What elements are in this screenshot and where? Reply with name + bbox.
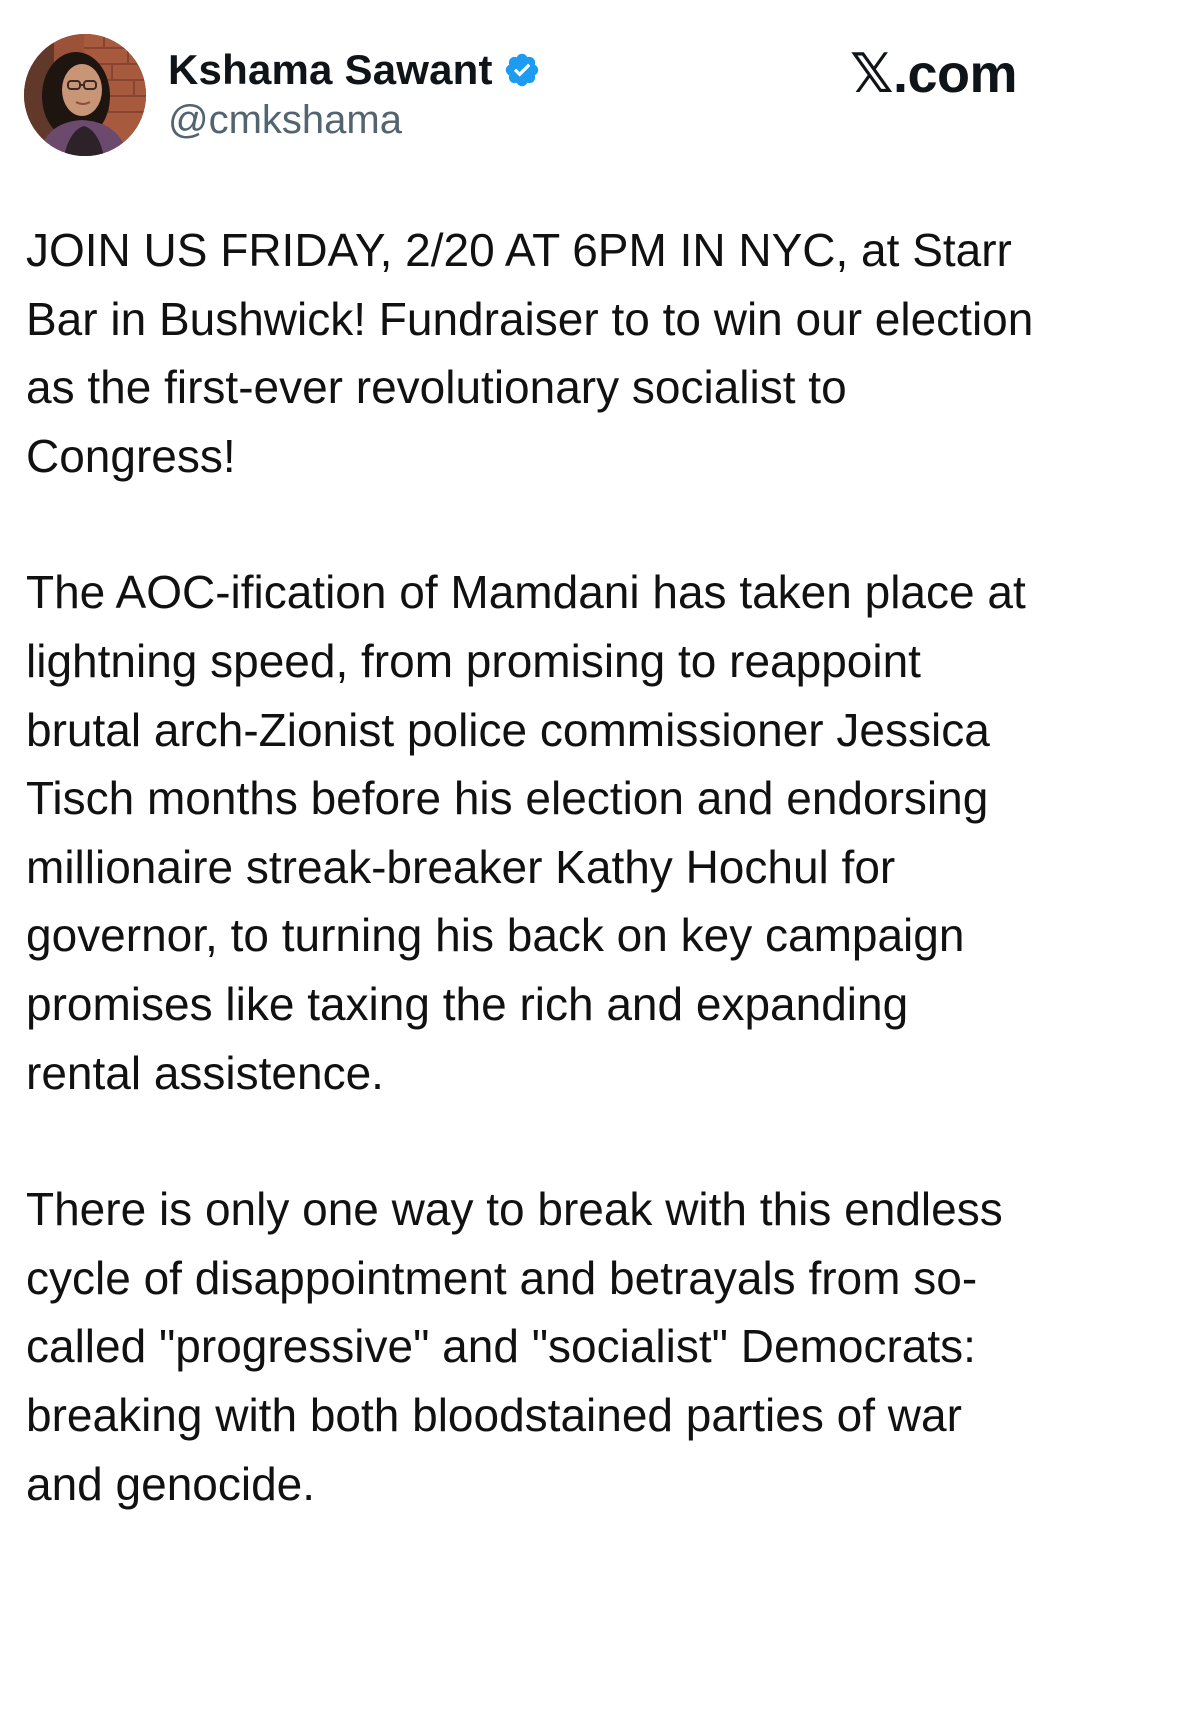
x-com-label: 𝕏.com (849, 44, 1017, 104)
author-handle[interactable]: @cmkshama (168, 98, 402, 142)
author-display-name[interactable]: Kshama Sawant (168, 46, 493, 93)
post-paragraph: The AOC-ification of Mamdani has taken place at lightning speed, from promising to reappoint brutal arch-Zionist police commissioner Jessica Tisch months before his election and endorsing millionaire streak-breaker Kathy Hochul for governor, to turning his back on key campaign promises like taxing the rich and expanding rental assistence. (26, 566, 1026, 1099)
avatar[interactable] (24, 34, 146, 156)
avatar-photo (24, 34, 146, 156)
post-text (26, 216, 1146, 1518)
post-paragraph: There is only one way to break with this endless cycle of disappointment and betrayals from so- called "progressive" and "socialist" Democrats: breaking with both bloodstained parties of war and genocide. (26, 1183, 1003, 1510)
post-paragraph: JOIN US FRIDAY, 2/20 AT 6PM IN NYC, at Starr Bar in Bushwick! Fundraiser to to win our election as the first-ever revolutionary socialist to Congress! (26, 224, 1034, 482)
author-name-row (168, 46, 541, 94)
post-header (0, 0, 1179, 200)
verified-badge-icon (503, 51, 541, 89)
